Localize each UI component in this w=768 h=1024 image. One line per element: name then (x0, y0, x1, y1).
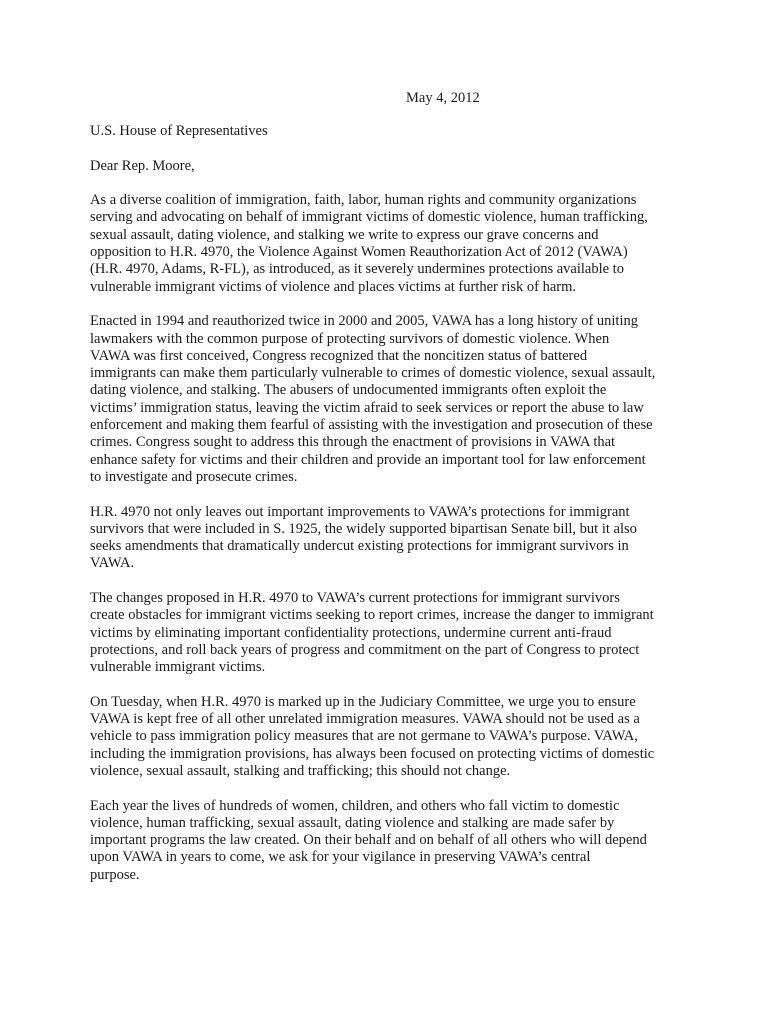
text-line: serving and advocating on behalf of immigrant victims of domestic violence, human trafficking, (90, 209, 648, 226)
text-line: violence, human trafficking, sexual assault, dating violence and stalking are made safer by (90, 814, 615, 831)
text-line: vulnerable immigrant victims. (90, 659, 266, 676)
text-line: enforcement and making them fearful of assisting with the investigation and prosecution of these (90, 417, 653, 434)
text-line: vehicle to pass immigration policy measures that are not germane to VAWA’s purpose. VAWA, (90, 728, 638, 745)
recipient-line: U.S. House of Representatives (90, 123, 268, 139)
text-line: As a diverse coalition of immigration, faith, labor, human rights and community organizations (90, 192, 637, 209)
text-line: sexual assault, dating violence, and stalking we write to express our grave concerns and (90, 226, 599, 243)
text-line: opposition to H.R. 4970, the Violence Against Women Reauthorization Act of 2012 (VAWA) (90, 244, 628, 261)
paragraph-6 (90, 798, 682, 884)
paragraph-3 (90, 504, 682, 573)
text-line: upon VAWA in years to come, we ask for your vigilance in preserving VAWA’s central (90, 849, 591, 866)
letter-body (90, 123, 682, 901)
paragraph-1 (90, 192, 682, 296)
text-line: victims’ immigration status, leaving the victim afraid to seek services or report the abuse to law (90, 399, 644, 416)
text-line: important programs the law created. On their behalf and on behalf of all others who will depend (90, 832, 647, 849)
text-line: protections, and roll back years of progress and commitment on the part of Congress to protect (90, 641, 640, 658)
text-line: enhance safety for victims and their children and provide an important tool for law enforcement (90, 451, 646, 468)
paragraph-2 (90, 313, 682, 486)
salutation: Dear Rep. Moore, (90, 157, 195, 174)
text-line: Each year the lives of hundreds of women, children, and others who fall victim to domestic (90, 797, 620, 814)
text-line: (H.R. 4970, Adams, R-FL), as introduced, as it severely undermines protections available to (90, 261, 624, 278)
text-line: dating violence, and stalking. The abusers of undocumented immigrants often exploit the (90, 382, 607, 399)
text-line: purpose. (90, 866, 140, 883)
text-line: violence, sexual assault, stalking and trafficking; this should not change. (90, 762, 511, 779)
paragraph-5 (90, 694, 682, 780)
text-line: seeks amendments that dramatically undercut existing protections for immigrant survivors in (90, 538, 629, 555)
text-line: survivors that were included in S. 1925, the widely supported bipartisan Senate bill, but it also (90, 520, 637, 537)
text-line: create obstacles for immigrant victims seeking to report crimes, increase the danger to immigrant (90, 607, 654, 624)
text-line: vulnerable immigrant victims of violence and places victims at further risk of harm. (90, 278, 577, 295)
letter-date: May 4, 2012 (406, 90, 480, 106)
text-line: VAWA was first conceived, Congress recognized that the noncitizen status of battered (90, 347, 588, 364)
text-line: including the immigration provisions, has always been focused on protecting victims of domestic (90, 745, 655, 762)
text-line: The changes proposed in H.R. 4970 to VAWA’s current protections for immigrant survivors (90, 590, 620, 607)
text-line: immigrants can make them particularly vulnerable to crimes of domestic violence, sexual assault, (90, 365, 656, 382)
paragraph-4 (90, 590, 682, 676)
text-line: crimes. Congress sought to address this through the enactment of provisions in VAWA that (90, 434, 616, 451)
text-line: On Tuesday, when H.R. 4970 is marked up in the Judiciary Committee, we urge you to ensure (90, 693, 636, 710)
text-line: VAWA. (90, 555, 135, 572)
text-line: Enacted in 1994 and reauthorized twice in 2000 and 2005, VAWA has a long history of uniting (90, 313, 638, 330)
text-line: H.R. 4970 not only leaves out important improvements to VAWA’s protections for immigrant (90, 503, 630, 520)
text-line: VAWA is kept free of all other unrelated immigration measures. VAWA should not be used as a (90, 711, 640, 728)
text-line: victims by eliminating important confidentiality protections, undermine current anti-fraud (90, 624, 612, 641)
text-line: to investigate and prosecute crimes. (90, 468, 298, 485)
text-line: lawmakers with the common purpose of protecting survivors of domestic violence. When (90, 330, 610, 347)
